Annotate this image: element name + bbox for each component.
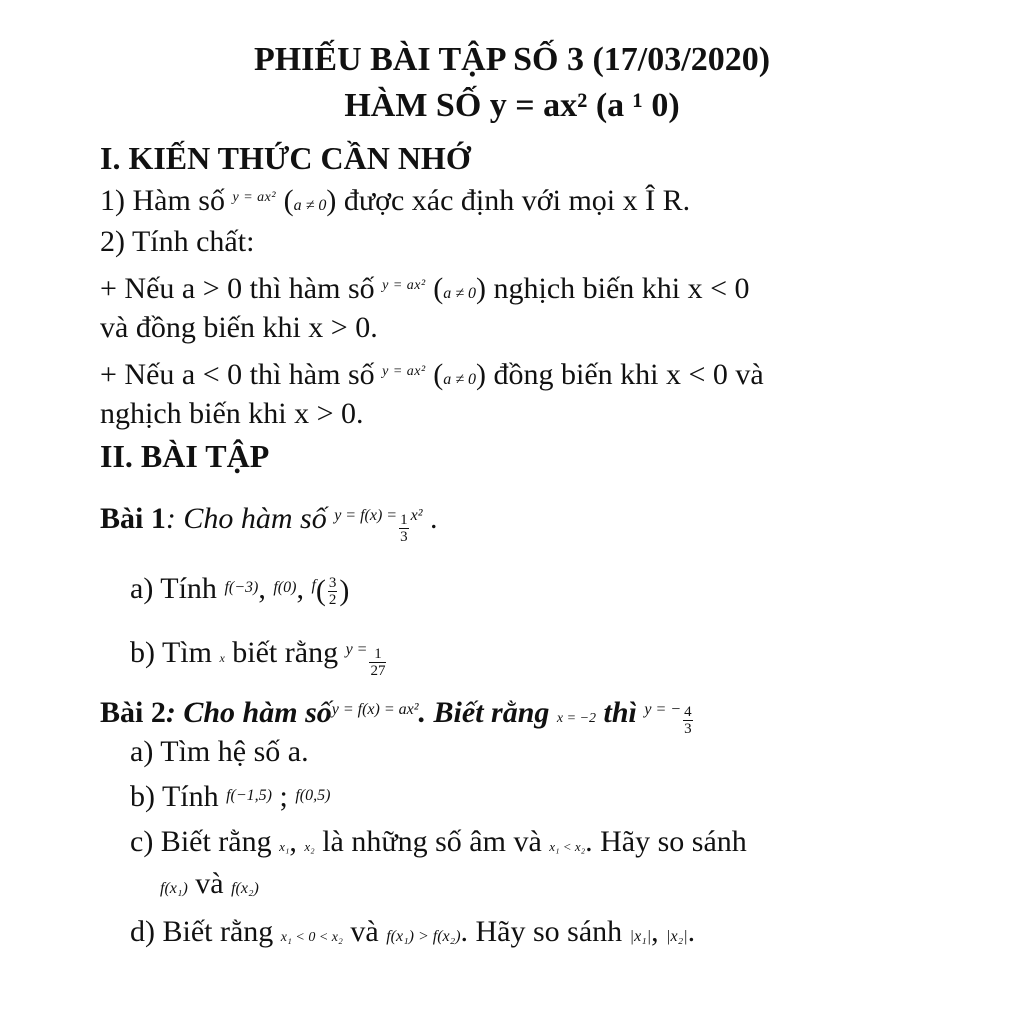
exercise-1: Bài 1: Cho hàm số $^{y = f(x) =}$ $\frac{1}{3}$ $^{x^2}$ . [100, 502, 438, 545]
exercise-1a: a) Tính $^{f(-3)}$, $^{f(0)}$, $^f$( $\frac{3}{2}$ ) [130, 572, 350, 608]
exercise-2b: b) Tính $^{f(-1,5)}$ ; $^{f(0,5)}$ [130, 780, 331, 813]
section-heading-exercises: II. BÀI TẬP [100, 438, 270, 474]
page-subtitle: HÀM SỐ y = ax² (a ¹ 0) [344, 87, 680, 124]
exercise-2d: d) Biết rằng x₁ < 0 < x₂ và f(x₁) > f(x₂). Hãy so sánh |x₁|, |x₂|. [130, 915, 696, 948]
page-title: PHIẾU BÀI TẬP SỐ 3 (17/03/2020) [253, 41, 771, 78]
theory-item-1: 1) Hàm số $^{y = ax^2}$ (a ≠ 0) được xác định với mọi x Î R. [100, 184, 691, 217]
section-heading-theory: I. KIẾN THỨC CẦN NHỚ [100, 140, 471, 176]
exercise-2c: c) Biết rằng x₁, x₂ là những số âm và x₁ < x₂. Hãy so sánh [130, 825, 747, 858]
math-y-ax2: y = ax² [232, 190, 277, 205]
theory-item-2: 2) Tính chất: [100, 225, 255, 258]
exercise-2: Bài 2: Cho hàm số$^{y = f(x) = ax^2}$. Biết rằng x = −2 thì $^{y = -}$ $\frac{4}{3}$ [100, 696, 692, 737]
exercise-1b: b) Tìm x biết rằng $^{y =}$ $\frac{1}{27}$ [130, 636, 386, 679]
theory-case-1: + Nếu a > 0 thì hàm số $^{y = ax^2}$ (a ≠ 0) nghịch biến khi x < 0 [100, 272, 750, 305]
theory-case-1-cont: và đồng biến khi x > 0. [100, 311, 378, 344]
exercise-2a: a) Tìm hệ số a. [130, 735, 309, 768]
exercise-2c-cont: f(x₁) và f(x₂) [160, 867, 259, 900]
math-condition: a ≠ 0 [293, 197, 327, 214]
theory-case-2: + Nếu a < 0 thì hàm số $^{y = ax^2}$ (a ≠ 0) đồng biến khi x < 0 và [100, 358, 764, 391]
theory-case-2-cont: nghịch biến khi x > 0. [100, 397, 364, 430]
